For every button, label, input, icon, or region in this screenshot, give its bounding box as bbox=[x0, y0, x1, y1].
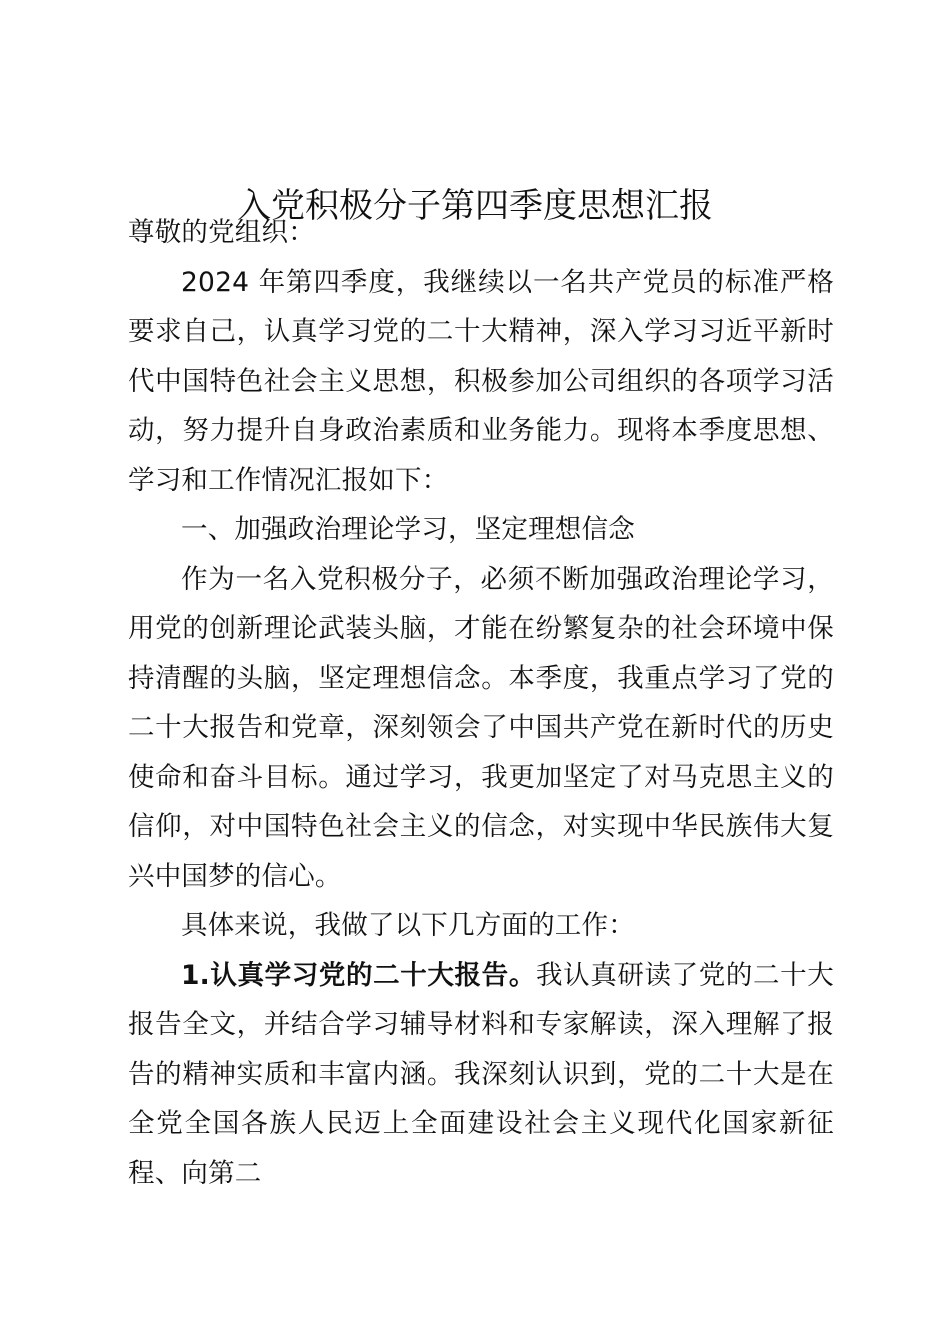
paragraph-item-1 bbox=[128, 951, 834, 1199]
document-title: 入党积极分子第四季度思想汇报 bbox=[237, 186, 713, 226]
paragraph-work-intro: 具体来说，我做了以下几方面的工作： bbox=[181, 910, 635, 941]
paragraph-intro: 2024 年第四季度，我继续以一名共产党员的标准严格要求自己，认真学习党的二十大精神，深入学习习近平新时代中国特色社会主义思想，积极参加公司组织的各项学习活动，努力提升自身政治素质和业务能力。现将本季度思想、学习和工作情况汇报如下： bbox=[128, 266, 834, 496]
salutation: 尊敬的党组织： bbox=[128, 217, 315, 248]
item-1-lead: 1.认真学习党的二十大报告。 bbox=[181, 959, 536, 991]
item-1-text: 我认真研读了党的二十大报告全文，并结合学习辅导材料和专家解读，深入理解了报告的精神实质和丰富内涵。我深刻认识到，党的二十大是在全党全国各族人民迈上全面建设社会主义现代化国家新征程、向第二 bbox=[128, 959, 834, 1189]
document-body bbox=[128, 208, 834, 1198]
section-heading: 一、加强政治理论学习，坚定理想信念 bbox=[181, 514, 635, 545]
paragraph-theory-study: 作为一名入党积极分子，必须不断加强政治理论学习，用党的创新理论武装头脑，才能在纷繁复杂的社会环境中保持清醒的头脑，坚定理想信念。本季度，我重点学习了党的二十大报告和党章，深刻领会了中国共产党在新时代的历史使命和奋斗目标。通过学习，我更加坚定了对马克思主义的信仰，对中国特色社会主义的信念，对实现中华民族伟大复兴中国梦的信心。 bbox=[128, 563, 834, 892]
